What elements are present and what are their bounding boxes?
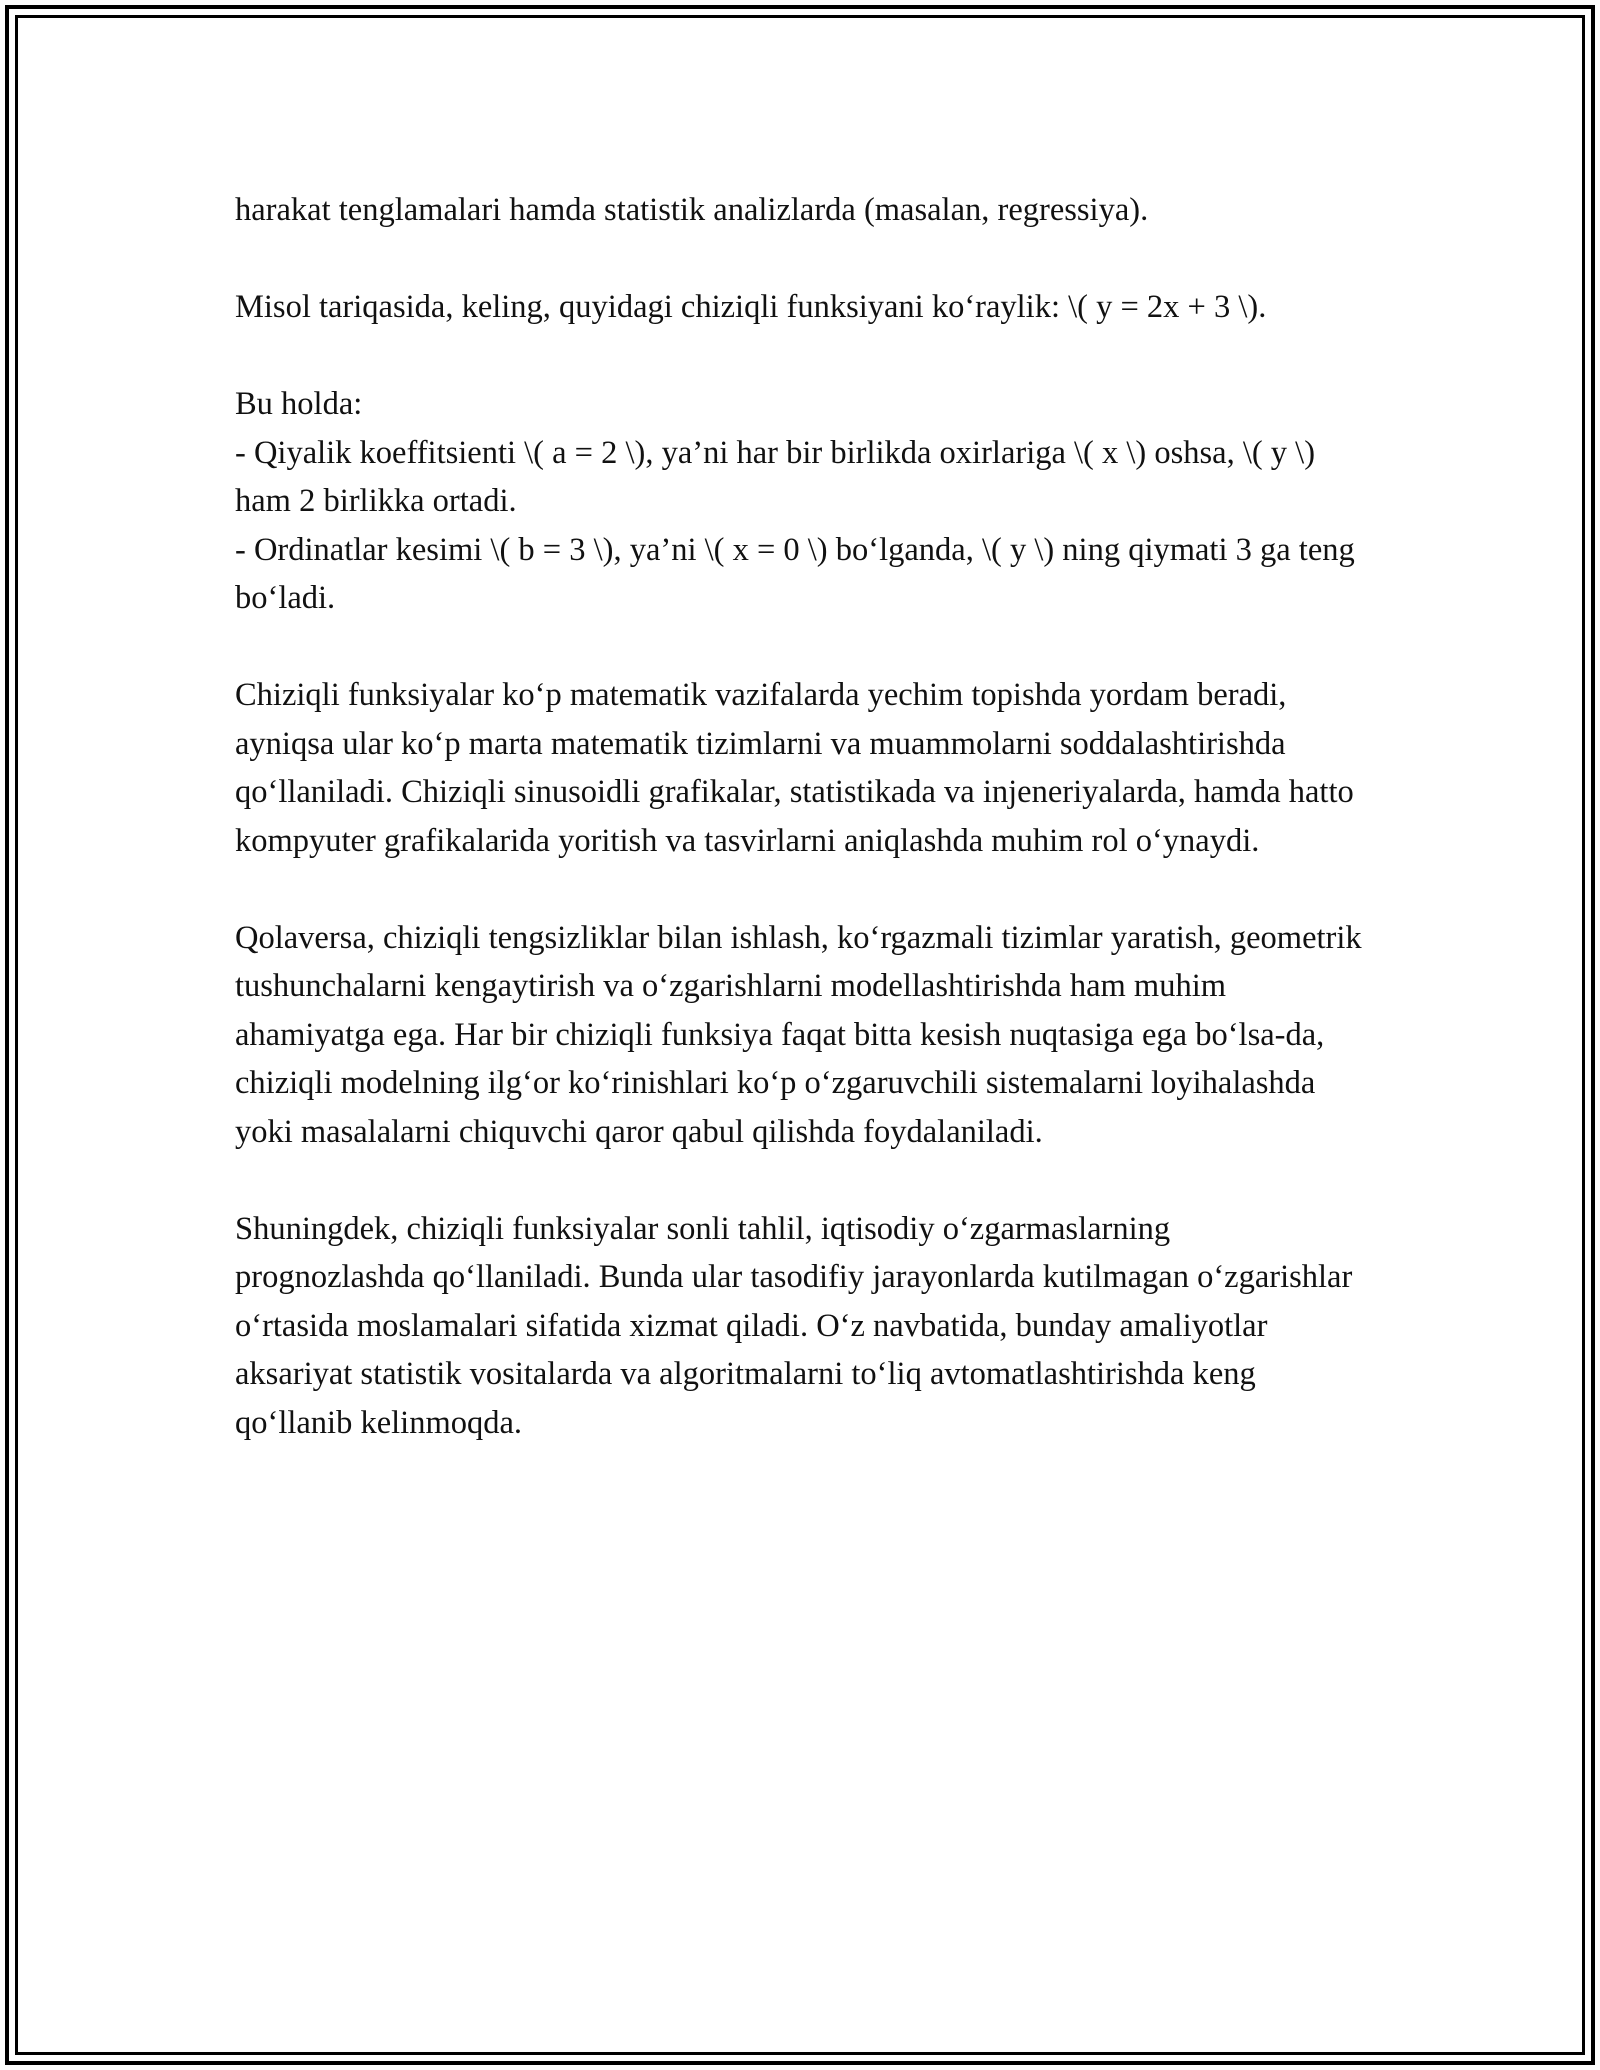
- paragraph-additional-uses: Qolaversa, chiziqli tengsizliklar bilan ishlash, ko‘rgazmali tizimlar yaratish, geometrik tushunchalarni kengaytirish va o‘zgarishlarni modellashtirishda ham muhim ahamiyatga ega. Har bir chiziqli funksiya faqat bitta kesish nuqtasiga ega bo‘lsa-da, chiziqli modelning ilg‘or ko‘rinishlari ko‘p o‘zgaruvchili sistemalarni loyihalashda yoki masalalarni chiquvchi qaror qabul qilishda foydalaniladi.: [235, 919, 1362, 1150]
- paragraph-conclusion: Shuningdek, chiziqli funksiyalar sonli tahlil, iqtisodiy o‘zgarmaslarning prognozlashda qo‘llaniladi. Bunda ular tasodifiy jarayonlarda kutilmagan o‘zgarishlar o‘rtasida moslamalari sifatida xizmat qiladi. O‘z navbatida, bunday amaliyotlar aksariyat statistik vositalarda va algoritmalarni to‘liq avtomatlashtirishda keng qo‘llanib kelinmoqda.: [235, 1210, 1353, 1441]
- paragraph-explanation-list: Bu holda: - Qiyalik koeffitsienti \( a = 2 \), ya’ni har bir birlikda oxirlariga \( x \) oshsa, \( y \) ham 2 birlikka ortadi. - Ordinatlar kesimi \( b = 3 \), ya’ni \( x = 0 \) bo‘lganda, \( y \) ning qiymati 3 ga teng bo‘ladi.: [235, 386, 1355, 616]
- document-body: [235, 186, 1365, 1447]
- paragraph-example: Misol tariqasida, keling, quyidagi chiziqli funksiyani ko‘raylik: \( y = 2x + 3 \).: [235, 289, 1267, 325]
- paragraph-applications: Chiziqli funksiyalar ko‘p matematik vazifalarda yechim topishda yordam beradi, ayniqsa ular ko‘p marta matematik tizimlarni va muammolarni soddalashtirishda qo‘llaniladi. Chiziqli sinusoidli grafikalar, statistikada va injeneriyalarda, hamda hatto kompyuter grafikalarida yoritish va tasvirlarni aniqlashda muhim rol o‘ynaydi.: [235, 677, 1354, 859]
- paragraph-continuation: harakat tenglamalari hamda statistik analizlarda (masalan, regressiya).: [235, 192, 1149, 228]
